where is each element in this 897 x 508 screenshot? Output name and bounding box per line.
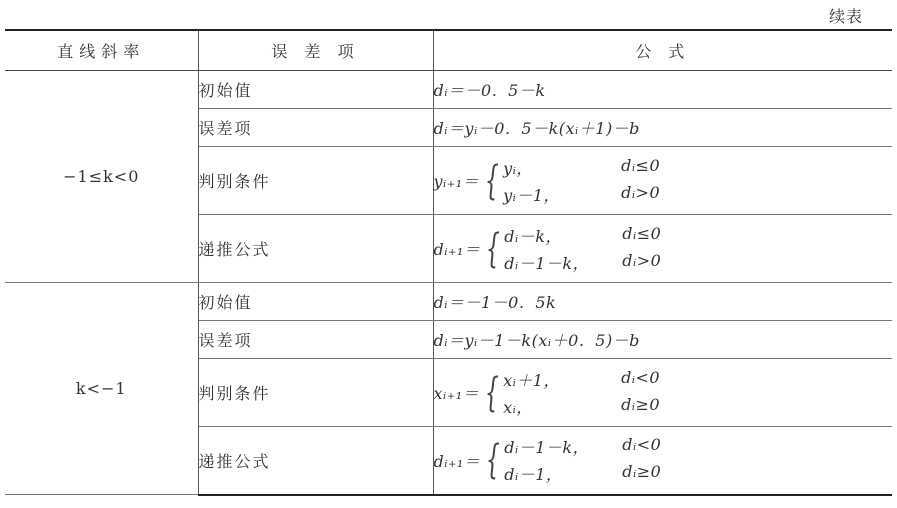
item-cell: 初始值 (198, 283, 433, 321)
case-value: yᵢ， (503, 158, 533, 178)
formula-lhs: xᵢ₊₁＝ (433, 384, 480, 403)
formula-cell (433, 427, 892, 495)
case-condition: dᵢ>0 (621, 182, 661, 202)
piecewise-formula (434, 435, 662, 485)
brace-icon: { (484, 157, 500, 204)
continued-label: 续表 (828, 7, 863, 26)
header-slope: 直线斜率 (5, 30, 198, 71)
brace-icon: { (486, 437, 501, 484)
brace-icon: { (486, 225, 501, 272)
formula-cell (433, 215, 892, 283)
case-condition: dᵢ≤0 (621, 155, 661, 175)
case-value: dᵢ－1－k， (504, 253, 590, 273)
header-formula: 公 式 (433, 30, 892, 71)
formula-cell (433, 359, 892, 427)
item-cell: 判别条件 (198, 359, 433, 427)
item-cell: 误差项 (198, 321, 433, 359)
case-condition: dᵢ<0 (621, 367, 661, 387)
case-condition: dᵢ≤0 (622, 223, 662, 243)
slope-cell: k<−1 (5, 283, 198, 495)
item-cell: 递推公式 (198, 427, 433, 495)
formula-cell (433, 147, 892, 215)
item-cell: 递推公式 (198, 215, 433, 283)
case-value: xᵢ， (503, 397, 533, 417)
formula-table (5, 29, 892, 496)
formula-cell: dᵢ＝yᵢ－1－k(xᵢ＋0．5)－b (433, 321, 892, 359)
case-condition: dᵢ<0 (622, 435, 662, 455)
case-condition: dᵢ>0 (622, 250, 662, 270)
item-cell: 判别条件 (198, 147, 433, 215)
case-value: xᵢ＋1， (503, 370, 560, 390)
brace-icon: { (484, 369, 500, 416)
piecewise-formula (434, 368, 661, 418)
case-value: yᵢ－1， (503, 185, 561, 205)
formula-lhs: dᵢ₊₁＝ (433, 240, 481, 259)
slope-cell: −1≤k<0 (5, 71, 198, 283)
header-item: 误 差 项 (198, 30, 433, 71)
item-cell: 误差项 (198, 109, 433, 147)
formula-lhs: yᵢ₊₁＝ (433, 172, 480, 191)
case-condition: dᵢ≥0 (622, 462, 662, 482)
case-condition: dᵢ≥0 (621, 394, 661, 414)
formula-cell: dᵢ＝yᵢ－0．5－k(xᵢ＋1)－b (433, 109, 892, 147)
formula-cell: dᵢ＝－1－0．5k (433, 283, 892, 321)
item-cell: 初始值 (198, 71, 433, 109)
case-value: dᵢ－1－k， (504, 438, 590, 458)
piecewise-formula (434, 156, 661, 206)
formula-cell: dᵢ＝－0．5－k (433, 71, 892, 109)
case-value: dᵢ－1， (504, 465, 563, 485)
piecewise-formula (434, 224, 662, 274)
case-value: dᵢ－k， (504, 226, 562, 246)
formula-lhs: dᵢ₊₁＝ (433, 451, 481, 471)
header-row (5, 30, 892, 71)
table-row (5, 71, 892, 109)
table-row (5, 283, 892, 321)
